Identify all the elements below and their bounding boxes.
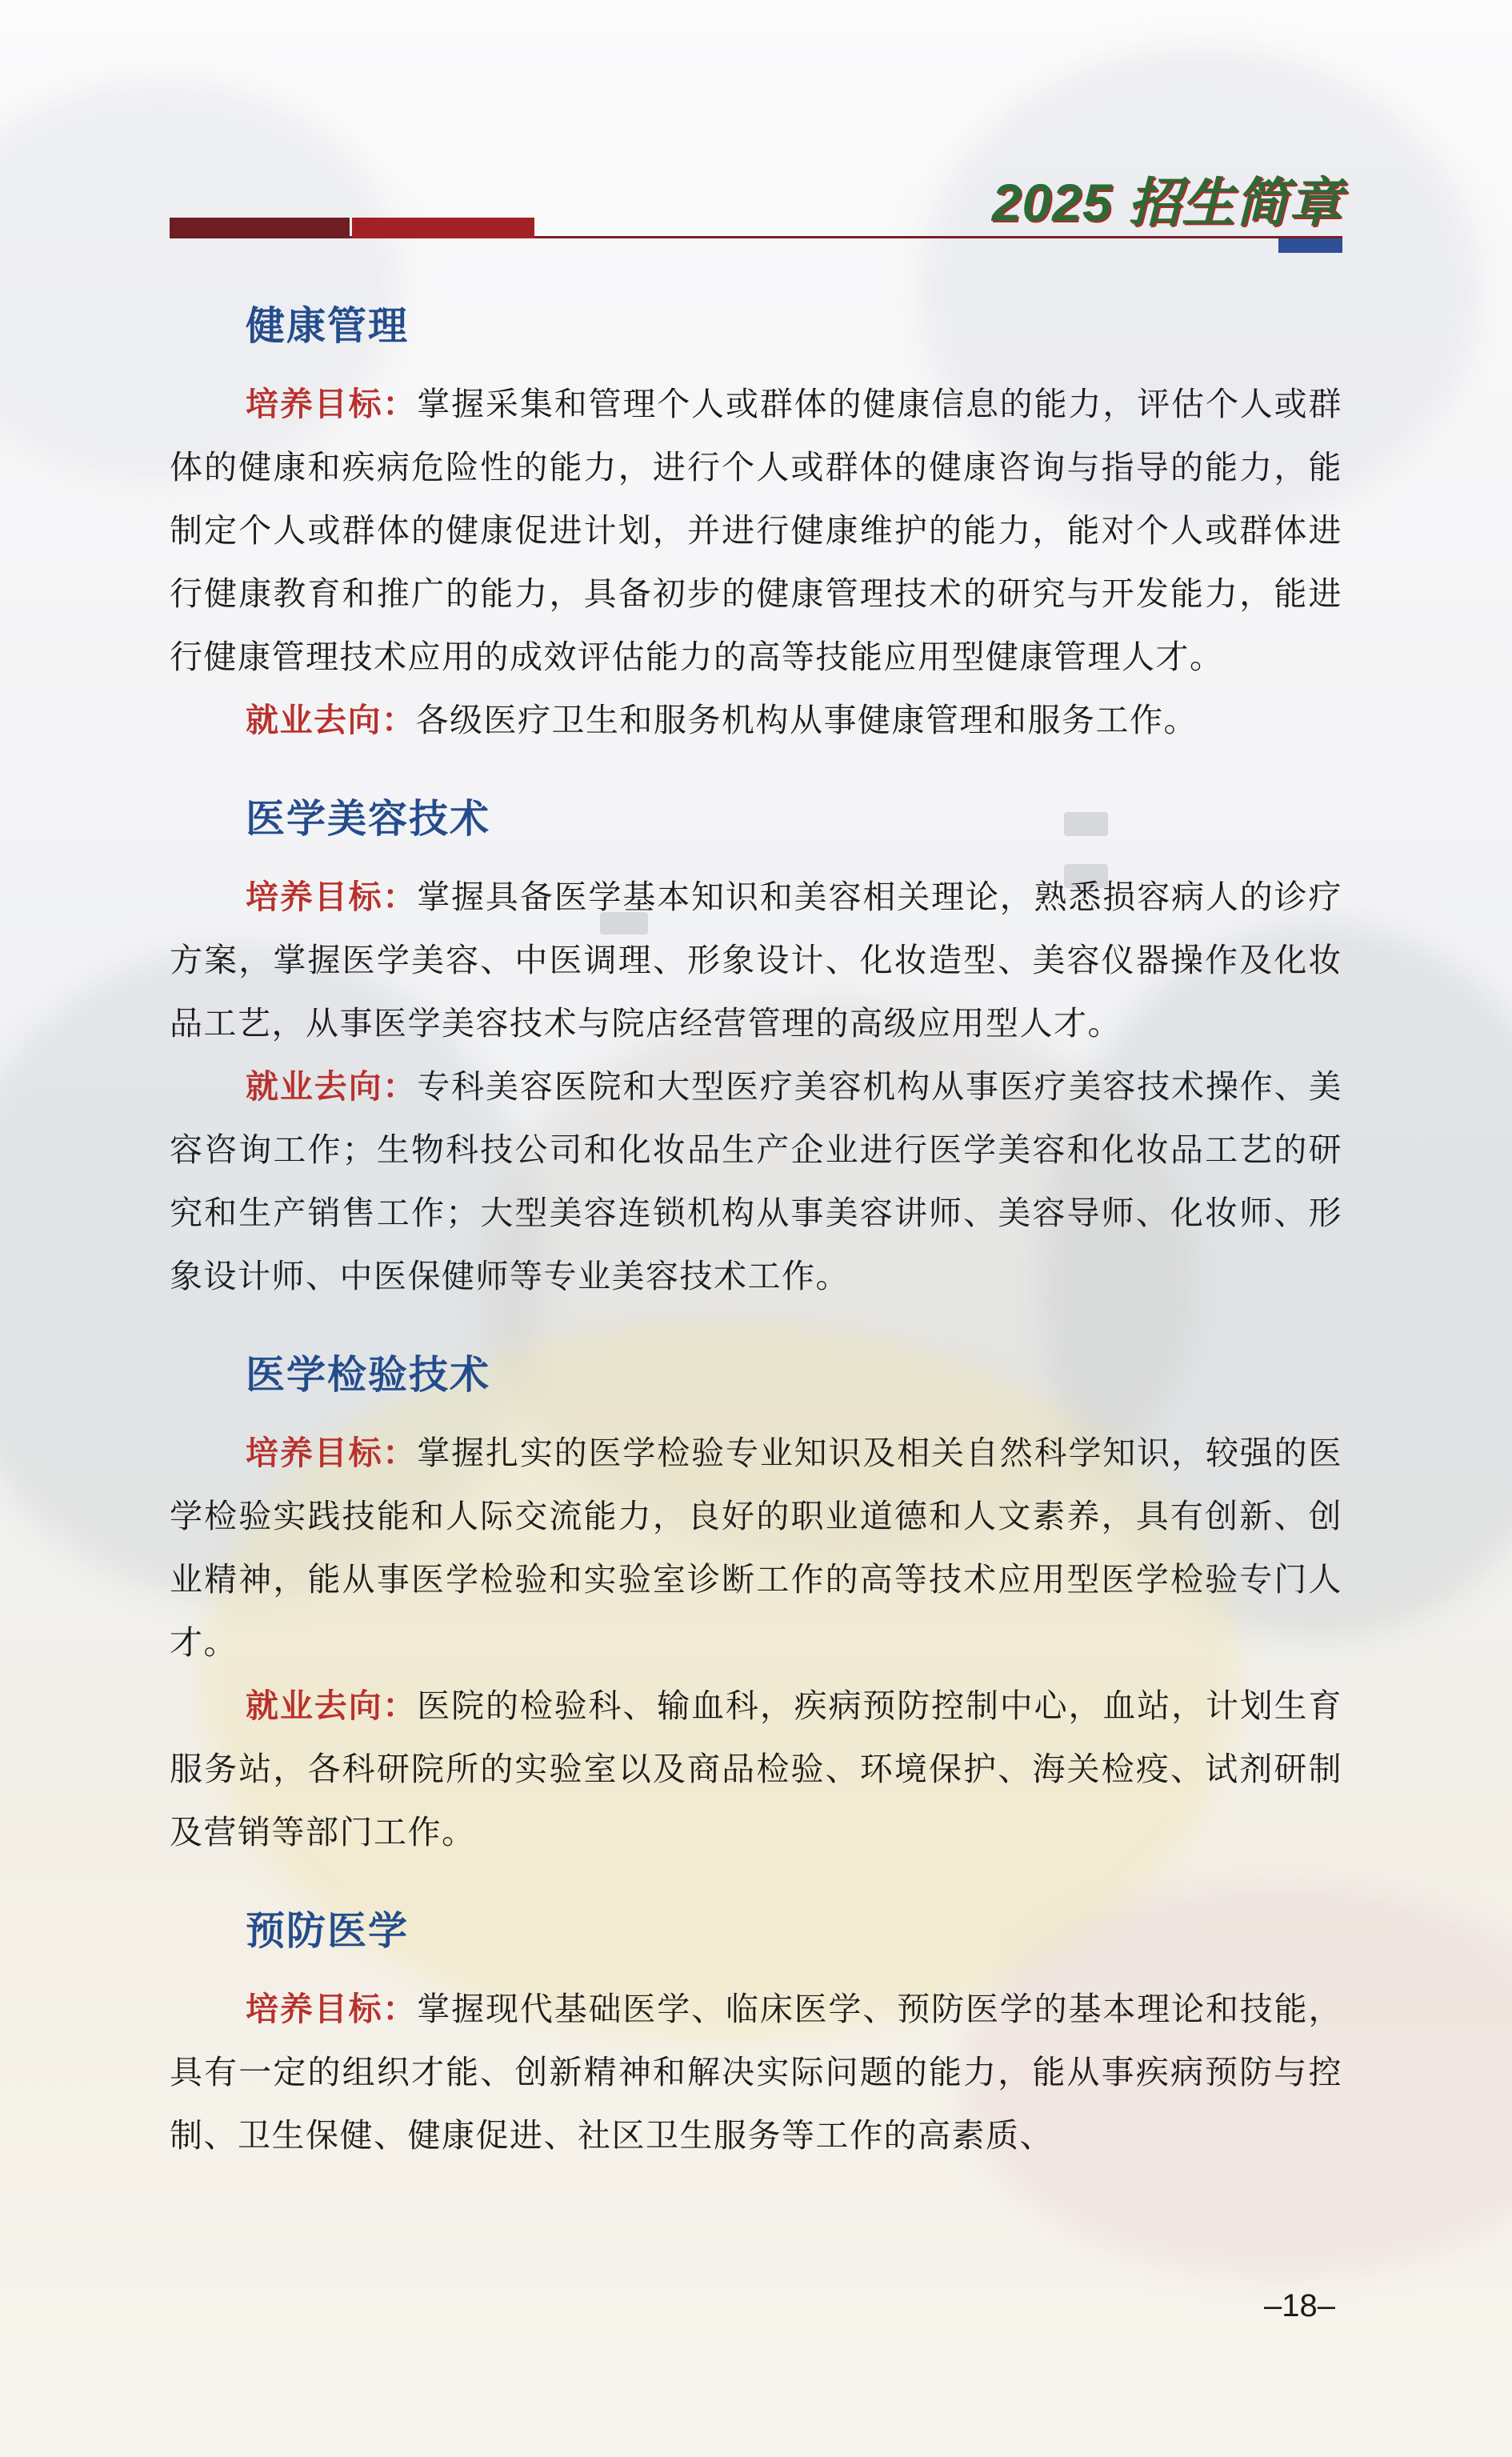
section-medical-cosmetology xyxy=(170,790,1342,1308)
training-goal-text: 掌握具备医学基本知识和美容相关理论，熟悉损容病人的诊疗方案，掌握医学美容、中医调理、形象设计、化妆造型、美容仪器操作及化妆品工艺，从事医学美容技术与院店经营管理的高级应用型人才。 xyxy=(170,878,1343,1042)
career-paragraph xyxy=(170,1055,1342,1308)
training-goal-label: 培养目标： xyxy=(246,385,418,423)
header-accent-dark xyxy=(170,218,350,238)
training-goal-text: 掌握采集和管理个人或群体的健康信息的能力，评估个人或群体的健康和疾病危险性的能力，进行个人或群体的健康咨询与指导的能力，能制定个人或群体的健康促进计划，并进行健康维护的能力，能对个人或群体进行健康教育和推广的能力，具备初步的健康管理技术的研究与开发能力，能进行健康管理技术应用的成效评估能力的高等技能应用型健康管理人才。 xyxy=(170,385,1343,676)
career-paragraph xyxy=(170,1675,1342,1864)
training-goal-label: 培养目标： xyxy=(246,878,418,916)
section-medical-laboratory xyxy=(170,1347,1342,1864)
section-health-management xyxy=(170,298,1342,752)
brochure-title: 2025 招生简章 xyxy=(991,173,1342,232)
training-goal-paragraph xyxy=(170,1422,1342,1675)
section-heading: 医学检验技术 xyxy=(246,1352,491,1398)
section-heading: 预防医学 xyxy=(246,1908,410,1954)
header-accent-blue xyxy=(1278,238,1342,253)
main-content xyxy=(170,298,1342,2206)
training-goal-paragraph xyxy=(170,866,1342,1055)
training-goal-text: 掌握现代基础医学、临床医学、预防医学的基本理论和技能，具有一定的组织才能、创新精神和解决实际问题的能力，能从事疾病预防与控制、卫生保健、健康促进、社区卫生服务等工作的高素质、 xyxy=(170,1990,1343,2155)
career-text: 专科美容医院和大型医疗美容机构从事医疗美容技术操作、美容咨询工作；生物科技公司和化妆品生产企业进行医学美容和化妆品工艺的研究和生产销售工作；大型美容连锁机构从事美容讲师、美容导师、化妆师、形象设计师、中医保健师等专业美容技术工作。 xyxy=(170,1067,1343,1295)
section-preventive-medicine xyxy=(170,1903,1342,2167)
career-paragraph xyxy=(170,689,1342,752)
page-number: –18– xyxy=(1264,2288,1335,2323)
career-label: 就业去向： xyxy=(246,1067,418,1106)
training-goal-paragraph xyxy=(170,373,1342,689)
section-heading: 医学美容技术 xyxy=(246,796,491,842)
career-label: 就业去向： xyxy=(246,701,416,739)
training-goal-text: 掌握扎实的医学检验专业知识及相关自然科学知识，较强的医学检验实践技能和人际交流能力，良好的职业道德和人文素养，具有创新、创业精神，能从事医学检验和实验室诊断工作的高等技术应用型医学检验专门人才。 xyxy=(170,1434,1343,1662)
career-label: 就业去向： xyxy=(246,1687,418,1725)
career-text: 各级医疗卫生和服务机构从事健康管理和服务工作。 xyxy=(415,701,1198,739)
training-goal-label: 培养目标： xyxy=(246,1434,418,1472)
career-text: 医院的检验科、输血科，疾病预防控制中心，血站，计划生育服务站，各科研院所的实验室以及商品检验、环境保护、海关检疫、试剂研制及营销等部门工作。 xyxy=(170,1687,1343,1851)
section-heading: 健康管理 xyxy=(246,303,410,349)
header-accent-red xyxy=(352,218,534,238)
training-goal-paragraph xyxy=(170,1978,1342,2167)
training-goal-label: 培养目标： xyxy=(246,1990,418,2028)
